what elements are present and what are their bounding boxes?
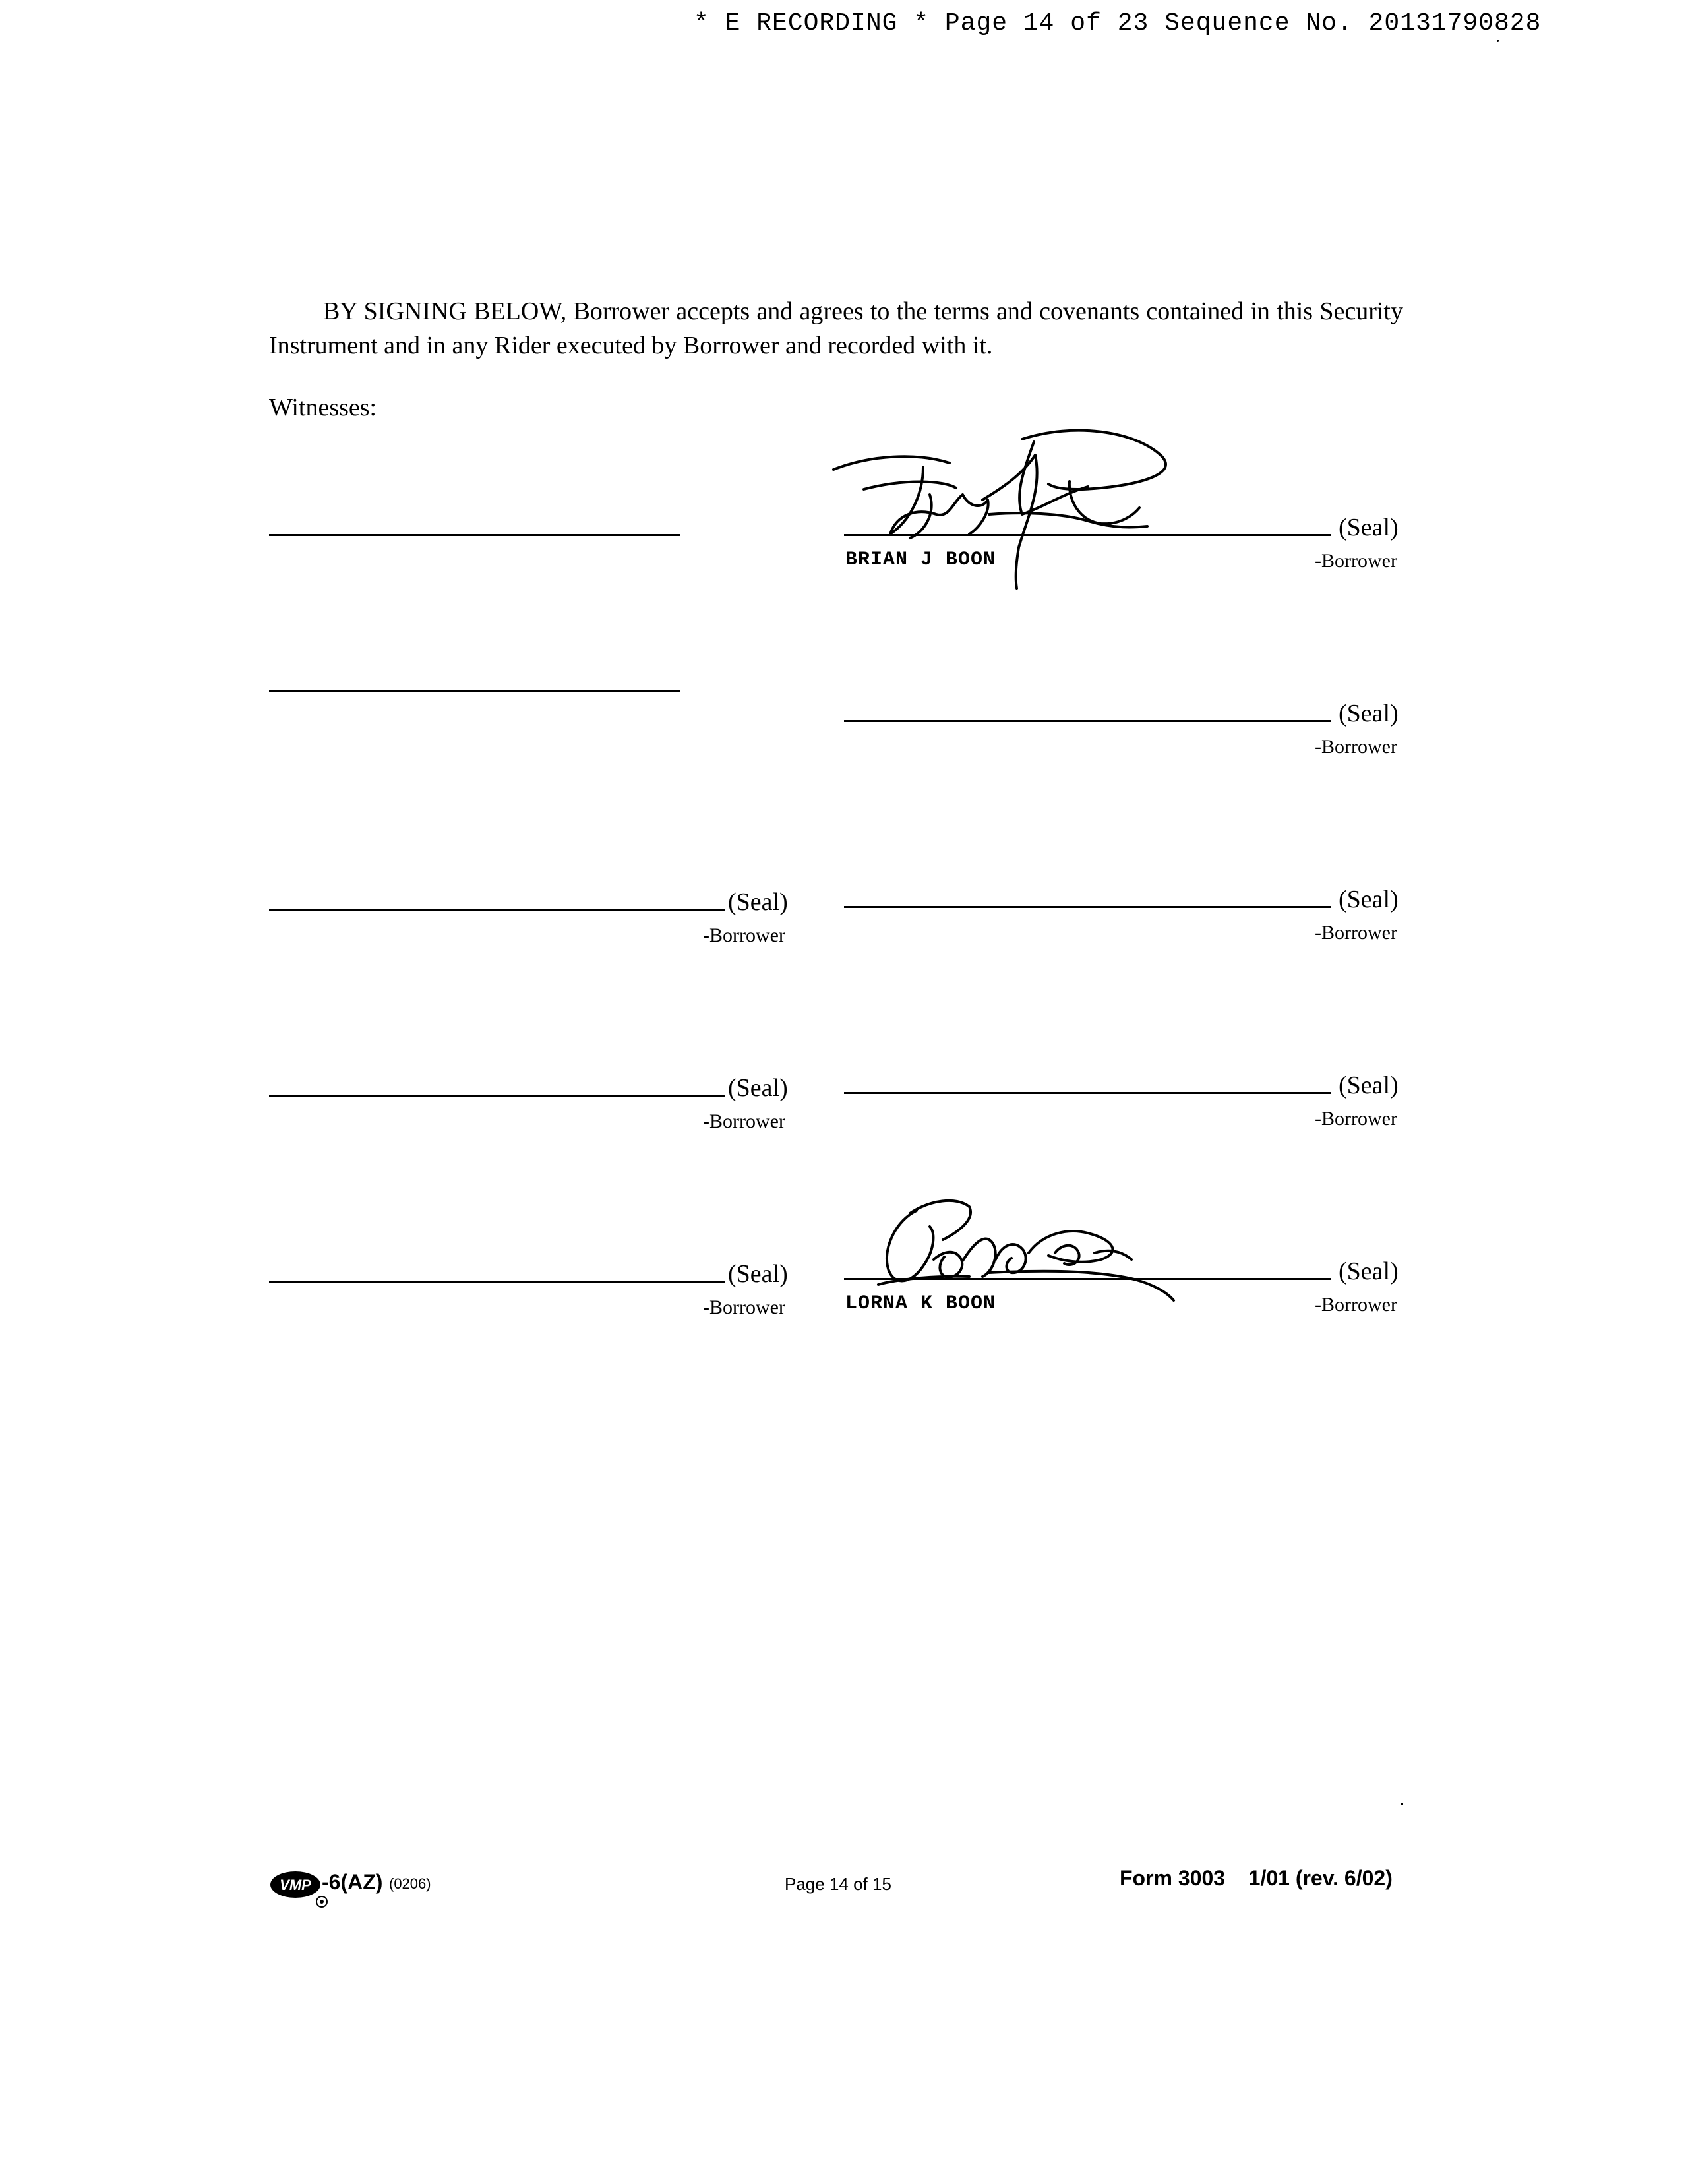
witness-signature-line-2[interactable] [269,690,680,692]
borrower-role-label: -Borrower [1315,550,1397,572]
borrower-role-label: -Borrower [703,1296,785,1318]
borrower-role-label: -Borrower [703,1110,785,1132]
speck [1497,40,1499,42]
vmp-logo-icon [269,1870,328,1910]
borrower-role-label: -Borrower [1315,1108,1397,1130]
footer-form-date: (0206) [389,1875,431,1892]
borrower-printed-name-brian: BRIAN J BOON [845,549,996,571]
seal-label: (Seal) [1339,700,1399,727]
seal-label: (Seal) [1339,886,1399,913]
witnesses-label: Witnesses: [269,394,377,421]
borrower-signature-line-right-4[interactable] [844,1092,1331,1094]
witness-signature-line-1[interactable] [269,534,680,536]
borrower-role-label: -Borrower [1315,1294,1397,1316]
seal-label: (Seal) [1339,1258,1399,1285]
logo-text: VMP [280,1877,311,1893]
footer-form-code: -6(AZ) [322,1870,383,1894]
seal-label: (Seal) [728,888,788,916]
seal-label: (Seal) [728,1074,788,1102]
borrower-role-label: -Borrower [1315,736,1397,758]
brian-handwritten-signature [824,415,1180,593]
footer-page-number: Page 14 of 15 [785,1874,891,1894]
borrower-printed-name-lorna: LORNA K BOON [845,1292,996,1315]
footer-form-number: Form 3003 1/01 (rev. 6/02) [1120,1866,1393,1890]
seal-label: (Seal) [1339,1072,1399,1099]
recording-stamp: * E RECORDING * Page 14 of 23 Sequence No. 20131790828 [694,9,1542,38]
seal-label: (Seal) [728,1260,788,1288]
borrower-role-label: -Borrower [703,925,785,946]
borrower-signature-line-right-3[interactable] [844,906,1331,908]
borrower-signature-line-left-4[interactable] [269,1095,725,1097]
acceptance-paragraph: BY SIGNING BELOW, Borrower accepts and agrees to the terms and covenants contained in this Security Instrument and in any Rider executed by Borrower and recorded with it. [269,297,1403,359]
borrower-signature-line-left-5[interactable] [269,1281,725,1283]
borrower-signature-line-left-3[interactable] [269,909,725,911]
speck [1401,1803,1403,1805]
lorna-handwritten-signature [870,1187,1200,1319]
borrower-role-label: -Borrower [1315,922,1397,944]
borrower-signature-line-2[interactable] [844,720,1331,722]
seal-label: (Seal) [1339,514,1399,541]
